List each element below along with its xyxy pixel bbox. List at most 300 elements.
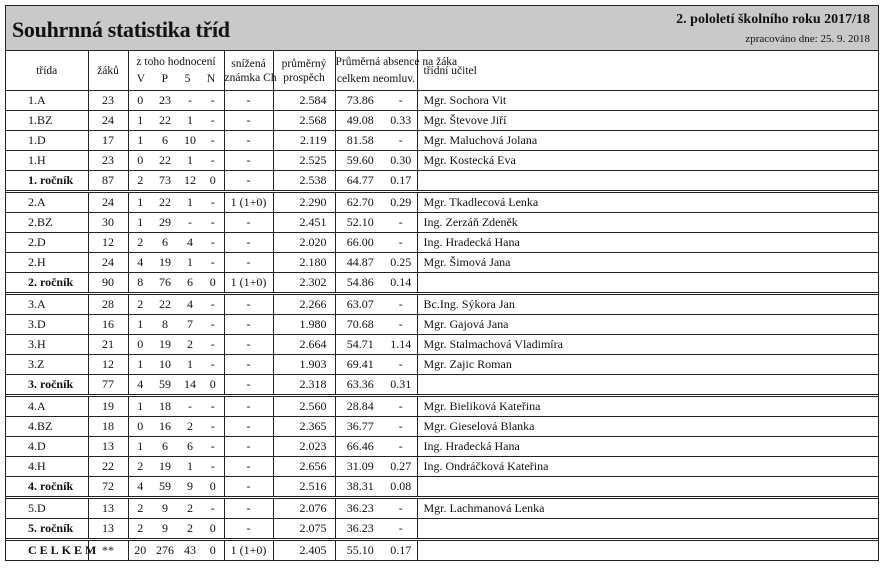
cell-class: 2.H — [6, 253, 88, 273]
table-row — [6, 417, 878, 437]
cell-grade-5: 1 — [178, 355, 202, 375]
cell-grade-n: - — [202, 253, 224, 273]
cell-students: 23 — [88, 151, 128, 171]
cell-grade-v: 8 — [128, 273, 152, 294]
cell-absence-total: 36.23 — [335, 498, 385, 519]
cell-grade-n: - — [202, 355, 224, 375]
cell-grade-p: 10 — [152, 355, 178, 375]
cell-absence-unexcused: 0.30 — [385, 151, 417, 171]
cell-students: 24 — [88, 253, 128, 273]
cell-grade-5: 1 — [178, 151, 202, 171]
cell-students: 87 — [88, 171, 128, 192]
cell-absence-unexcused: - — [385, 417, 417, 437]
cell-reduced-grade: 1 (1+0) — [224, 273, 273, 294]
grades-label: z toho hodnocení — [136, 56, 216, 68]
cell-reduced-grade: - — [224, 315, 273, 335]
cell-average: 2.023 — [273, 437, 335, 457]
cell-absence-unexcused: - — [385, 437, 417, 457]
cell-absence-unexcused: - — [385, 355, 417, 375]
cell-grade-5: 14 — [178, 375, 202, 396]
cell-grade-5: - — [178, 213, 202, 233]
cell-absence-total: 31.09 — [335, 457, 385, 477]
cell-grade-p: 22 — [152, 294, 178, 315]
cell-average: 2.405 — [273, 540, 335, 561]
cell-absence-unexcused: 0.17 — [385, 540, 417, 561]
table-row — [6, 131, 878, 151]
col-reduced — [224, 51, 277, 91]
cell-students: 19 — [88, 396, 128, 417]
cell-reduced-grade: - — [224, 294, 273, 315]
cell-students: 12 — [88, 233, 128, 253]
cell-grade-p: 59 — [152, 477, 178, 498]
cell-class: 2.A — [6, 192, 88, 213]
table-row — [6, 213, 878, 233]
cell-grade-5: 4 — [178, 294, 202, 315]
cell-grade-p: 22 — [152, 192, 178, 213]
cell-absence-unexcused: 0.17 — [385, 171, 417, 192]
cell-grade-5: 1 — [178, 253, 202, 273]
cell-absence-total: 36.77 — [335, 417, 385, 437]
cell-average: 2.560 — [273, 396, 335, 417]
cell-grade-n: - — [202, 151, 224, 171]
cell-grade-n: 0 — [202, 477, 224, 498]
cell-grade-5: 6 — [178, 437, 202, 457]
col-teacher: třídní učitel — [417, 51, 878, 91]
cell-grade-n: 0 — [202, 540, 224, 561]
table-row — [6, 457, 878, 477]
cell-grade-p: 9 — [152, 498, 178, 519]
cell-grade-v: 1 — [128, 192, 152, 213]
cell-class: 2. ročník — [6, 273, 88, 294]
cell-class: 3. ročník — [6, 375, 88, 396]
cell-absence-unexcused: - — [385, 213, 417, 233]
cell-grade-5: 4 — [178, 233, 202, 253]
cell-class: 4.BZ — [6, 417, 88, 437]
cell-grade-n: - — [202, 192, 224, 213]
table-row — [6, 253, 878, 273]
cell-reduced-grade: 1 (1+0) — [224, 540, 273, 561]
cell-grade-v: 1 — [128, 131, 152, 151]
cell-teacher — [417, 171, 878, 192]
cell-teacher — [417, 375, 878, 396]
cell-class: 1. ročník — [6, 171, 88, 192]
cell-teacher: Ing. Hradecká Hana — [417, 233, 878, 253]
cell-grade-n: - — [202, 498, 224, 519]
table-row — [6, 315, 878, 335]
cell-students: 24 — [88, 192, 128, 213]
cell-class: 1.H — [6, 151, 88, 171]
reduced-line2: známka Ch — [224, 71, 277, 84]
table-row — [6, 355, 878, 375]
cell-grade-v: 1 — [128, 355, 152, 375]
absence-label: Průměrná absence na žáka — [335, 56, 458, 68]
cell-grade-p: 6 — [152, 437, 178, 457]
cell-absence-total: 66.00 — [335, 233, 385, 253]
col-grade-v: V — [136, 73, 146, 85]
cell-average: 2.584 — [273, 91, 335, 111]
cell-grade-v: 1 — [128, 213, 152, 233]
cell-students: 23 — [88, 91, 128, 111]
table-row — [6, 151, 878, 171]
cell-grade-p: 22 — [152, 111, 178, 131]
cell-grade-v: 1 — [128, 437, 152, 457]
cell-average: 2.365 — [273, 417, 335, 437]
cell-grade-n: 0 — [202, 273, 224, 294]
cell-teacher: Mgr. Zajic Roman — [417, 355, 878, 375]
col-students: žáků — [88, 51, 128, 91]
cell-reduced-grade: - — [224, 417, 273, 437]
cell-grade-p: 18 — [152, 396, 178, 417]
cell-teacher: Mgr. Kostecká Eva — [417, 151, 878, 171]
cell-class: 2.BZ — [6, 213, 88, 233]
cell-grade-v: 0 — [128, 335, 152, 355]
cell-grade-p: 8 — [152, 315, 178, 335]
cell-class: 3.Z — [6, 355, 88, 375]
cell-absence-total: 81.58 — [335, 131, 385, 151]
table-row — [6, 294, 878, 315]
cell-reduced-grade: 1 (1+0) — [224, 192, 273, 213]
table-row — [6, 498, 878, 519]
cell-average: 2.656 — [273, 457, 335, 477]
cell-grade-v: 2 — [128, 498, 152, 519]
cell-absence-unexcused: - — [385, 233, 417, 253]
cell-grade-5: 43 — [184, 543, 196, 557]
table-row — [6, 233, 878, 253]
cell-average: 2.451 — [273, 213, 335, 233]
cell-grade-5: 12 — [178, 171, 202, 192]
cell-average: 1.980 — [273, 315, 335, 335]
cell-class: 1.A — [6, 91, 88, 111]
year-summary-row — [6, 519, 878, 540]
cell-grade-n: - — [202, 111, 224, 131]
school-period: 2. pololetí školního roku 2017/18 — [676, 12, 870, 27]
table-row — [6, 335, 878, 355]
cell-average: 2.538 — [273, 171, 335, 192]
cell-grade-n: - — [202, 233, 224, 253]
cell-reduced-grade: - — [224, 213, 273, 233]
cell-teacher — [417, 540, 878, 561]
cell-grade-p: 19 — [152, 457, 178, 477]
table-row — [6, 111, 878, 131]
cell-reduced-grade: - — [224, 498, 273, 519]
cell-absence-unexcused: 0.14 — [385, 273, 417, 294]
cell-students: 13 — [88, 437, 128, 457]
cell-absence-unexcused: - — [385, 519, 417, 540]
reduced-line1: snížená — [231, 57, 266, 70]
cell-average: 2.516 — [273, 477, 335, 498]
cell-absence-total: 54.71 — [335, 335, 385, 355]
cell-reduced-grade: - — [224, 91, 273, 111]
cell-class: CELKEM — [6, 540, 88, 561]
cell-absence-total: 36.23 — [335, 519, 385, 540]
cell-students: 21 — [88, 335, 128, 355]
cell-absence-unexcused: 0.29 — [385, 192, 417, 213]
cell-absence-total: 64.77 — [335, 171, 385, 192]
cell-grade-5: 1 — [178, 192, 202, 213]
cell-average: 2.664 — [273, 335, 335, 355]
col-grade-5: 5 — [184, 73, 191, 85]
cell-absence-unexcused: - — [385, 498, 417, 519]
cell-class: 5.D — [6, 498, 88, 519]
cell-grade-p: 29 — [152, 213, 178, 233]
year-summary-row — [6, 375, 878, 396]
cell-students: 72 — [88, 477, 128, 498]
processed-date: zpracováno dne: 25. 9. 2018 — [745, 33, 870, 45]
cell-grade-n: - — [202, 131, 224, 151]
cell-grade-v: 1 — [128, 111, 152, 131]
cell-average: 2.525 — [273, 151, 335, 171]
col-class: třída — [6, 51, 88, 91]
cell-reduced-grade: - — [224, 375, 273, 396]
cell-grade-n: - — [202, 91, 224, 111]
cell-teacher: Mgr. Sochora Vit — [417, 91, 878, 111]
cell-class: 3.A — [6, 294, 88, 315]
cell-grade-n: - — [202, 294, 224, 315]
cell-absence-total: 62.70 — [335, 192, 385, 213]
cell-absence-total: 28.84 — [335, 396, 385, 417]
cell-grade-5: 1 — [178, 457, 202, 477]
cell-students: 22 — [88, 457, 128, 477]
cell-grade-v: 4 — [128, 375, 152, 396]
cell-grade-5: - — [178, 396, 202, 417]
cell-teacher: Mgr. Šimová Jana — [417, 253, 878, 273]
cell-average: 1.903 — [273, 355, 335, 375]
cell-grade-v: 0 — [128, 417, 152, 437]
table-row — [6, 396, 878, 417]
cell-average: 2.119 — [273, 131, 335, 151]
cell-students: 30 — [88, 213, 128, 233]
cell-reduced-grade: - — [224, 437, 273, 457]
cell-grade-n: 0 — [202, 519, 224, 540]
cell-teacher: Mgr. Bieliková Kateřina — [417, 396, 878, 417]
cell-absence-unexcused: 0.33 — [385, 111, 417, 131]
cell-average: 2.266 — [273, 294, 335, 315]
cell-students: 17 — [88, 131, 128, 151]
cell-class: 1.BZ — [6, 111, 88, 131]
cell-absence-unexcused: 1.14 — [385, 335, 417, 355]
col-grade-n: N — [206, 73, 216, 85]
cell-absence-total: 59.60 — [335, 151, 385, 171]
cell-grade-p: 19 — [152, 253, 178, 273]
cell-average: 2.302 — [273, 273, 335, 294]
cell-absence-total: 73.86 — [335, 91, 385, 111]
cell-grade-v: 4 — [128, 253, 152, 273]
cell-grade-5: 9 — [178, 477, 202, 498]
cell-grade-v: 0 — [128, 91, 152, 111]
year-summary-row — [6, 273, 878, 294]
class-statistics-table — [6, 51, 878, 560]
cell-class: 5. ročník — [6, 519, 88, 540]
cell-grade-n: - — [202, 213, 224, 233]
cell-class: 4. ročník — [6, 477, 88, 498]
cell-grade-5: 10 — [178, 131, 202, 151]
cell-absence-unexcused: 0.31 — [385, 375, 417, 396]
cell-average: 2.180 — [273, 253, 335, 273]
cell-grade-v: 2 — [128, 171, 152, 192]
cell-absence-total: 54.86 — [335, 273, 385, 294]
table-row — [6, 91, 878, 111]
cell-grade-n: - — [202, 335, 224, 355]
cell-teacher: Mgr. Gieselová Blanka — [417, 417, 878, 437]
cell-teacher: Bc.Ing. Sýkora Jan — [417, 294, 878, 315]
cell-reduced-grade: - — [224, 519, 273, 540]
col-abs-unexcused: neomluv. — [372, 73, 416, 85]
cell-average: 2.075 — [273, 519, 335, 540]
cell-class: 4.A — [6, 396, 88, 417]
cell-grade-n: 0 — [202, 171, 224, 192]
cell-teacher: Mgr. Stalmachová Vladimíra — [417, 335, 878, 355]
cell-grade-n: - — [202, 437, 224, 457]
average-line1: průměrný — [281, 57, 327, 70]
cell-absence-unexcused: - — [385, 315, 417, 335]
cell-students: ** — [88, 540, 128, 561]
cell-average: 2.290 — [273, 192, 335, 213]
cell-grade-v: 1 — [128, 396, 152, 417]
cell-grade-n: - — [202, 417, 224, 437]
cell-grade-n: - — [202, 457, 224, 477]
cell-grade-n: - — [202, 396, 224, 417]
cell-grade-5: 1 — [178, 111, 202, 131]
cell-teacher: Mgr. Števove Jiří — [417, 111, 878, 131]
cell-absence-total: 66.46 — [335, 437, 385, 457]
cell-teacher: Mgr. Maluchová Jolana — [417, 131, 878, 151]
col-grade-p: P — [161, 73, 169, 85]
cell-reduced-grade: - — [224, 253, 273, 273]
col-abs-total: celkem — [336, 73, 371, 85]
cell-absence-total: 44.87 — [335, 253, 385, 273]
cell-average: 2.318 — [273, 375, 335, 396]
cell-teacher: Ing. Hradecká Hana — [417, 437, 878, 457]
cell-grade-p: 22 — [152, 151, 178, 171]
cell-average: 2.076 — [273, 498, 335, 519]
cell-grade-p: 16 — [152, 417, 178, 437]
cell-reduced-grade: - — [224, 477, 273, 498]
cell-class: 4.H — [6, 457, 88, 477]
cell-absence-unexcused: 0.25 — [385, 253, 417, 273]
average-line2: prospěch — [283, 71, 325, 84]
cell-class: 1.D — [6, 131, 88, 151]
cell-grade-p: 73 — [152, 171, 178, 192]
cell-absence-unexcused: - — [385, 131, 417, 151]
cell-grade-p: 6 — [152, 131, 178, 151]
cell-absence-unexcused: 0.08 — [385, 477, 417, 498]
cell-reduced-grade: - — [224, 131, 273, 151]
cell-grade-5: 2 — [178, 519, 202, 540]
cell-teacher — [417, 273, 878, 294]
cell-grade-5: - — [178, 91, 202, 111]
cell-grade-5: 2 — [178, 498, 202, 519]
cell-reduced-grade: - — [224, 151, 273, 171]
cell-class: 4.D — [6, 437, 88, 457]
cell-grade-v: 2 — [128, 233, 152, 253]
cell-absence-total: 63.07 — [335, 294, 385, 315]
cell-grade-v: 2 — [128, 457, 152, 477]
cell-students: 77 — [88, 375, 128, 396]
cell-grade-v: 0 — [128, 151, 152, 171]
cell-teacher: Ing. Ondráčková Kateřina — [417, 457, 878, 477]
table-body — [6, 91, 878, 561]
col-average — [273, 51, 335, 91]
cell-reduced-grade: - — [224, 355, 273, 375]
year-summary-row — [6, 171, 878, 192]
cell-teacher: Ing. Zerzáň Zdeněk — [417, 213, 878, 233]
table-row — [6, 437, 878, 457]
cell-grade-v: 1 — [128, 315, 152, 335]
cell-absence-total: 38.31 — [335, 477, 385, 498]
cell-grade-p: 76 — [152, 273, 178, 294]
cell-grade-5: 6 — [178, 273, 202, 294]
col-grades — [128, 51, 224, 91]
cell-reduced-grade: - — [224, 335, 273, 355]
cell-grade-5: 2 — [178, 335, 202, 355]
cell-reduced-grade: - — [224, 457, 273, 477]
cell-grade-p: 276 — [156, 543, 174, 557]
cell-reduced-grade: - — [224, 233, 273, 253]
cell-grade-5: 7 — [178, 315, 202, 335]
year-summary-row — [6, 477, 878, 498]
title-bar — [6, 6, 878, 51]
cell-absence-unexcused: 0.27 — [385, 457, 417, 477]
cell-teacher: Mgr. Gajová Jana — [417, 315, 878, 335]
cell-absence-total: 49.08 — [335, 111, 385, 131]
cell-grade-p: 9 — [152, 519, 178, 540]
cell-absence-unexcused: - — [385, 294, 417, 315]
cell-teacher — [417, 477, 878, 498]
report — [5, 5, 879, 561]
cell-class: 3.H — [6, 335, 88, 355]
cell-absence-total: 63.36 — [335, 375, 385, 396]
table-row — [6, 192, 878, 213]
cell-students: 13 — [88, 498, 128, 519]
cell-average: 2.568 — [273, 111, 335, 131]
total-row — [6, 540, 878, 561]
cell-grade-v: 2 — [128, 519, 152, 540]
header-row — [6, 51, 878, 91]
cell-absence-unexcused: - — [385, 91, 417, 111]
cell-grade-n: 0 — [202, 375, 224, 396]
cell-class: 3.D — [6, 315, 88, 335]
cell-absence-total: 52.10 — [335, 213, 385, 233]
cell-students: 13 — [88, 519, 128, 540]
cell-absence-total: 55.10 — [346, 543, 374, 557]
cell-teacher: Mgr. Tkadlecová Lenka — [417, 192, 878, 213]
cell-grade-n: - — [202, 315, 224, 335]
cell-grade-v: 20 — [134, 543, 147, 557]
cell-teacher: Mgr. Lachmanová Lenka — [417, 498, 878, 519]
cell-grade-5: 2 — [178, 417, 202, 437]
cell-students: 16 — [88, 315, 128, 335]
cell-students: 24 — [88, 111, 128, 131]
cell-absence-total: 69.41 — [335, 355, 385, 375]
cell-students: 12 — [88, 355, 128, 375]
cell-grade-p: 59 — [152, 375, 178, 396]
cell-grade-v: 2 — [128, 294, 152, 315]
cell-absence-unexcused: - — [385, 396, 417, 417]
cell-reduced-grade: - — [224, 396, 273, 417]
cell-students: 18 — [88, 417, 128, 437]
cell-teacher — [417, 519, 878, 540]
cell-grade-v: 4 — [128, 477, 152, 498]
cell-grade-p: 6 — [152, 233, 178, 253]
cell-reduced-grade: - — [224, 111, 273, 131]
cell-class: 2.D — [6, 233, 88, 253]
cell-grade-p: 23 — [152, 91, 178, 111]
cell-students: 90 — [88, 273, 128, 294]
cell-reduced-grade: - — [224, 171, 273, 192]
cell-average: 2.020 — [273, 233, 335, 253]
cell-students: 28 — [88, 294, 128, 315]
cell-absence-total: 70.68 — [335, 315, 385, 335]
